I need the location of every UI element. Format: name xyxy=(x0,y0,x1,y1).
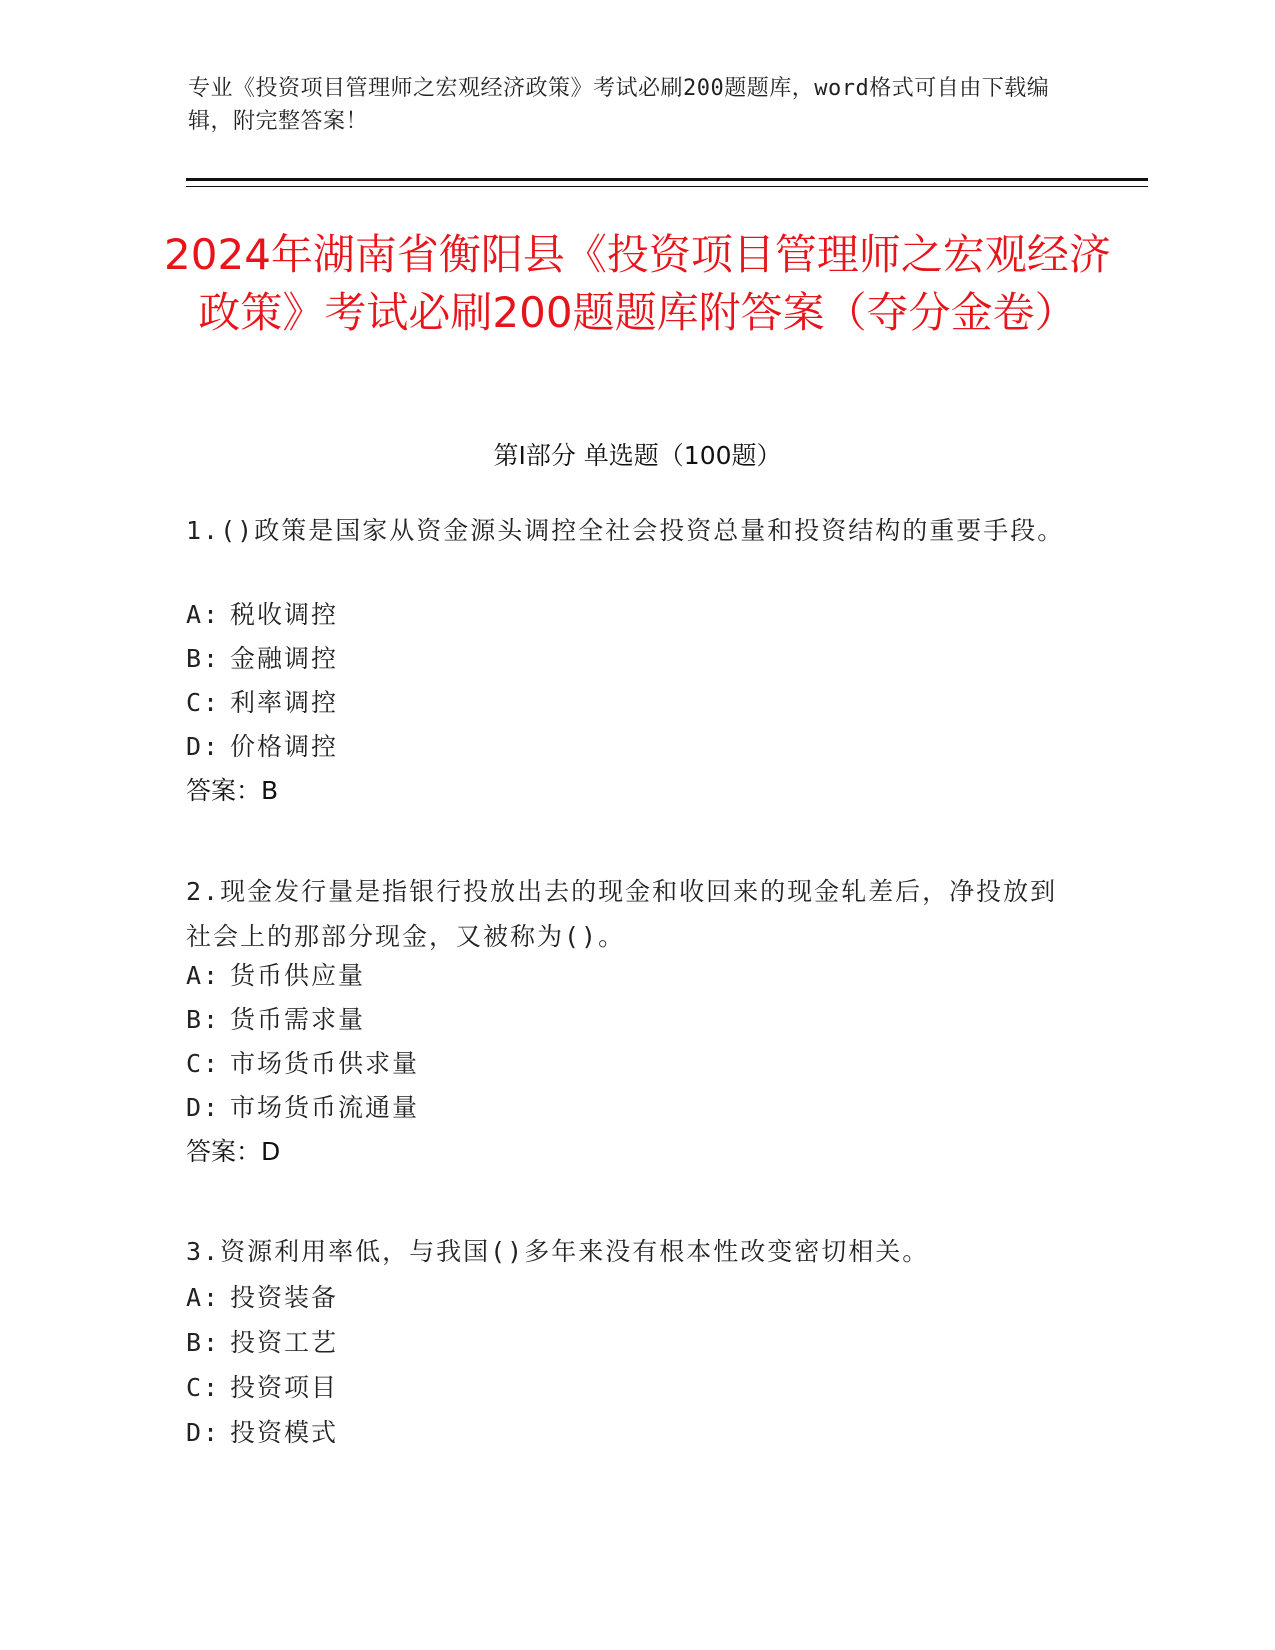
option-text: 货币供应量 xyxy=(230,961,366,990)
question-3-option-c xyxy=(186,1365,1066,1410)
header-note: 专业《投资项目管理师之宏观经济政策》考试必刷200题题库，word格式可自由下载编辑，附完整答案！ xyxy=(188,76,1050,134)
option-text: 税收调控 xyxy=(230,600,339,629)
option-text: 市场货币供求量 xyxy=(230,1049,420,1078)
section-heading: 第I部分 单选题（100题） xyxy=(493,441,782,470)
question-2-option-d xyxy=(186,1085,1066,1130)
option-text: 投资装备 xyxy=(230,1283,339,1312)
option-text: 投资项目 xyxy=(230,1373,339,1402)
question-2-answer: 答案：D xyxy=(186,1137,281,1166)
question-2-text: 2.现金发行量是指银行投放出去的现金和收回来的现金轧差后，净投放到社会上的那部分现金，又被称为()。 xyxy=(186,877,1058,951)
option-letter: B: xyxy=(186,644,221,673)
question-1-option-b xyxy=(186,636,1066,681)
question-3-option-a xyxy=(186,1275,1066,1320)
option-letter: C: xyxy=(186,1049,221,1078)
option-text: 价格调控 xyxy=(230,732,339,761)
option-letter: A: xyxy=(186,961,221,990)
option-letter: C: xyxy=(186,688,221,717)
question-3-option-d xyxy=(186,1410,1066,1455)
option-text: 投资模式 xyxy=(230,1418,339,1447)
question-2-option-b xyxy=(186,997,1066,1042)
option-text: 投资工艺 xyxy=(230,1328,339,1357)
option-letter: D: xyxy=(186,1093,221,1122)
document-title: 2024年湖南省衡阳县《投资项目管理师之宏观经济政策》考试必刷200题题库附答案（夺分金卷） xyxy=(164,230,1111,337)
option-letter: B: xyxy=(186,1005,221,1034)
option-letter: C: xyxy=(186,1373,221,1402)
option-text: 利率调控 xyxy=(230,688,339,717)
question-2-option-c xyxy=(186,1041,1066,1086)
option-letter: A: xyxy=(186,1283,221,1312)
question-3-text: 3.资源利用率低，与我国()多年来没有根本性改变密切相关。 xyxy=(186,1237,930,1266)
header-divider-thick xyxy=(186,178,1148,181)
header-divider-thin xyxy=(186,186,1148,187)
option-text: 货币需求量 xyxy=(230,1005,366,1034)
question-1-option-a xyxy=(186,592,1066,637)
option-text: 市场货币流通量 xyxy=(230,1093,420,1122)
question-1-option-d xyxy=(186,724,1066,769)
option-letter: D: xyxy=(186,1418,221,1447)
question-1-text: 1.()政策是国家从资金源头调控全社会投资总量和投资结构的重要手段。 xyxy=(186,516,1065,545)
question-1-option-c xyxy=(186,680,1066,725)
question-2-option-a xyxy=(186,953,1066,998)
option-text: 金融调控 xyxy=(230,644,339,673)
question-3-option-b xyxy=(186,1320,1066,1365)
option-letter: B: xyxy=(186,1328,221,1357)
question-1-answer: 答案：B xyxy=(186,776,279,805)
option-letter: D: xyxy=(186,732,221,761)
option-letter: A: xyxy=(186,600,221,629)
